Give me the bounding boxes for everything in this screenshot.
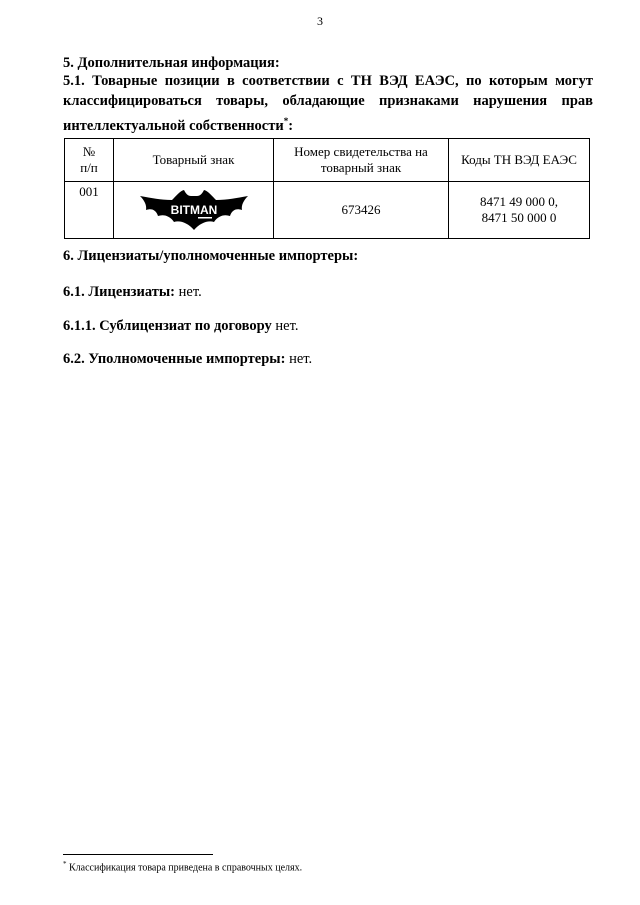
footnote-marker-bottom: *: [63, 860, 67, 868]
bitman-logo-text: BITMAN: [170, 203, 217, 217]
section-6-2-value: нет.: [285, 351, 313, 367]
footnote-text: Классификация товара приведена в справочных целях.: [66, 862, 303, 874]
section-6-2-label: 6.2. Уполномоченные импортеры:: [63, 351, 286, 367]
header-codes: Коды ТН ВЭД ЕАЭС: [449, 139, 590, 182]
table-header-row: [65, 139, 590, 182]
footnote-divider: [63, 854, 213, 855]
section-5-heading: 5. Дополнительная информация:: [63, 55, 280, 71]
section-6-2: [63, 351, 312, 368]
cell-trademark: [114, 182, 274, 239]
section-6-1: [63, 284, 202, 301]
header-num: № п/п: [65, 139, 114, 182]
section-5-1-heading: [63, 71, 593, 136]
table-row: [65, 182, 590, 239]
header-certificate: Номер свидетельства на товарный знак: [274, 139, 449, 182]
section-6-heading: 6. Лицензиаты/уполномоченные импортеры:: [63, 248, 359, 264]
ip-table: [64, 138, 590, 239]
bitman-bat-logo: [138, 188, 250, 232]
section-6-1-1: [63, 318, 298, 335]
section-5-1-colon: :: [288, 117, 294, 134]
section-6-1-1-label: 6.1.1. Сублицензиат по договору: [63, 318, 272, 334]
section-5-1-text: 5.1. Товарные позиции в соответствии с ТН ВЭД ЕАЭС, по которым могут классифицироваться товары, обладающие признаками нарушения прав интеллектуальной собственности: [63, 73, 593, 134]
section-6-1-1-value: нет.: [271, 318, 299, 334]
header-trademark: Товарный знак: [114, 139, 274, 182]
section-6-1-value: нет.: [175, 284, 202, 300]
page-number: 3: [317, 14, 323, 28]
cell-certificate: 673426: [274, 182, 449, 239]
footnote-marker: *: [283, 116, 289, 126]
cell-num: 001: [65, 182, 114, 239]
footnote: [63, 860, 302, 873]
section-6-1-label: 6.1. Лицензиаты:: [63, 284, 176, 300]
cell-codes: 8471 49 000 0, 8471 50 000 0: [449, 182, 590, 239]
